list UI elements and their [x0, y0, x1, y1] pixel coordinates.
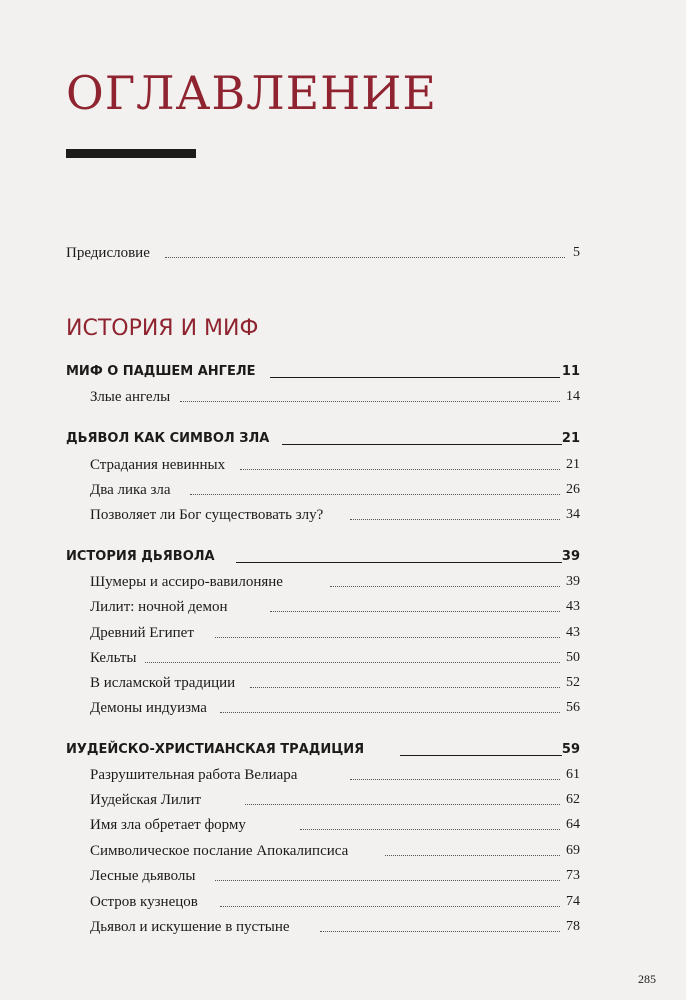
toc-subentry-page: 56: [566, 700, 580, 715]
toc-subentry-page: 43: [566, 625, 580, 640]
toc-chapter[interactable]: [0, 429, 686, 449]
toc-subentry[interactable]: [0, 673, 686, 693]
toc-subentry-label: Дьявол и искушение в пустыне: [90, 919, 290, 935]
toc-chapter-page: 59: [561, 742, 580, 757]
dot-leader: [385, 855, 560, 856]
toc-subentry[interactable]: [0, 505, 686, 525]
toc-entry-label: Предисловие: [66, 245, 150, 261]
toc-subentry[interactable]: [0, 480, 686, 500]
toc-subentry-page: 39: [566, 574, 580, 589]
dot-leader: [180, 401, 560, 402]
dot-leader: [215, 880, 560, 881]
toc-subentry-label: Лилит: ночной демон: [90, 599, 228, 615]
toc-subentry-page: 74: [566, 894, 580, 909]
toc-subentry[interactable]: [0, 698, 686, 718]
toc-subentry-label: Шумеры и ассиро-вавилоняне: [90, 574, 283, 590]
dot-leader: [245, 804, 560, 805]
toc-subentry-label: Лесные дьяволы: [90, 868, 196, 884]
toc-subentry-page: 34: [566, 507, 580, 522]
toc-subentry-label: Демоны индуизма: [90, 700, 207, 716]
dot-leader: [250, 687, 560, 688]
toc-chapter-page: 21: [561, 431, 580, 446]
dot-leader: [215, 637, 560, 638]
toc-subentry[interactable]: [0, 765, 686, 785]
toc-chapter-label: ИСТОРИЯ ДЬЯВОЛА: [66, 547, 217, 567]
dot-leader: [190, 494, 560, 495]
toc-subentry-label: Иудейская Лилит: [90, 792, 201, 808]
dot-leader: [270, 611, 560, 612]
toc-subentry[interactable]: [0, 623, 686, 643]
toc-chapter-label: МИФ О ПАДШЕМ АНГЕЛЕ: [66, 362, 258, 382]
title-underline-bar: [66, 149, 196, 158]
toc-subentry[interactable]: [0, 387, 686, 407]
toc-entry-page: 5: [573, 245, 580, 260]
dot-leader: [220, 712, 560, 713]
toc-subentry[interactable]: [0, 917, 686, 937]
toc-subentry-label: Разрушительная работа Велиара: [90, 767, 298, 783]
toc-subentry[interactable]: [0, 648, 686, 668]
toc-subentry-label: Символическое послание Апокалипсиса: [90, 843, 349, 859]
toc-subentry-page: 21: [566, 457, 580, 472]
toc-chapter-label: ИУДЕЙСКО-ХРИСТИАНСКАЯ ТРАДИЦИЯ: [66, 740, 366, 760]
rule-leader: [270, 377, 560, 378]
rule-leader: [282, 444, 562, 445]
toc-subentry-page: 73: [566, 868, 580, 883]
toc-chapter-label: ДЬЯВОЛ КАК СИМВОЛ ЗЛА: [66, 429, 271, 449]
dot-leader: [165, 257, 565, 258]
toc-subentry-label: Страдания невинных: [90, 457, 226, 473]
dot-leader: [300, 829, 560, 830]
dot-leader: [320, 931, 560, 932]
toc-subentry-label: В исламской традиции: [90, 675, 236, 691]
toc-chapter-page: 39: [561, 549, 580, 564]
toc-chapter[interactable]: [0, 547, 686, 567]
page-number: 285: [638, 972, 656, 986]
toc-chapter[interactable]: [0, 740, 686, 760]
toc-subentry[interactable]: [0, 841, 686, 861]
toc-subentry-page: 61: [566, 767, 580, 782]
toc-subentry-label: Два лика зла: [90, 482, 171, 498]
toc-subentry-page: 52: [566, 675, 580, 690]
toc-subentry[interactable]: [0, 866, 686, 886]
toc-subentry-page: 69: [566, 843, 580, 858]
section-heading: ИСТОРИЯ И МИФ: [66, 316, 259, 341]
dot-leader: [330, 586, 560, 587]
page-title: ОГЛАВЛЕНИЕ: [66, 66, 437, 120]
toc-subentry[interactable]: [0, 815, 686, 835]
toc-subentry-page: 62: [566, 792, 580, 807]
rule-leader: [400, 755, 562, 756]
toc-subentry-label: Позволяет ли Бог существовать злу?: [90, 507, 324, 523]
toc-subentry-page: 50: [566, 650, 580, 665]
toc-chapter[interactable]: [0, 362, 686, 382]
toc-subentry[interactable]: [0, 892, 686, 912]
toc-subentry-page: 43: [566, 599, 580, 614]
toc-subentry-label: Кельты: [90, 650, 137, 666]
toc-subentry[interactable]: [0, 790, 686, 810]
dot-leader: [220, 906, 560, 907]
toc-subentry[interactable]: [0, 597, 686, 617]
toc-subentry-label: Остров кузнецов: [90, 894, 198, 910]
toc-subentry-page: 14: [566, 389, 580, 404]
toc-subentry-page: 26: [566, 482, 580, 497]
toc-subentry[interactable]: [0, 572, 686, 592]
toc-subentry[interactable]: [0, 455, 686, 475]
toc-subentry-page: 64: [566, 817, 580, 832]
rule-leader: [236, 562, 562, 563]
toc-subentry-label: Имя зла обретает форму: [90, 817, 246, 833]
dot-leader: [145, 662, 560, 663]
dot-leader: [350, 519, 560, 520]
toc-entry-preface[interactable]: [0, 243, 686, 263]
dot-leader: [240, 469, 560, 470]
toc-chapter-page: 11: [561, 364, 580, 379]
toc-subentry-label: Злые ангелы: [90, 389, 171, 405]
toc-subentry-label: Древний Египет: [90, 625, 194, 641]
toc-subentry-page: 78: [566, 919, 580, 934]
dot-leader: [350, 779, 560, 780]
